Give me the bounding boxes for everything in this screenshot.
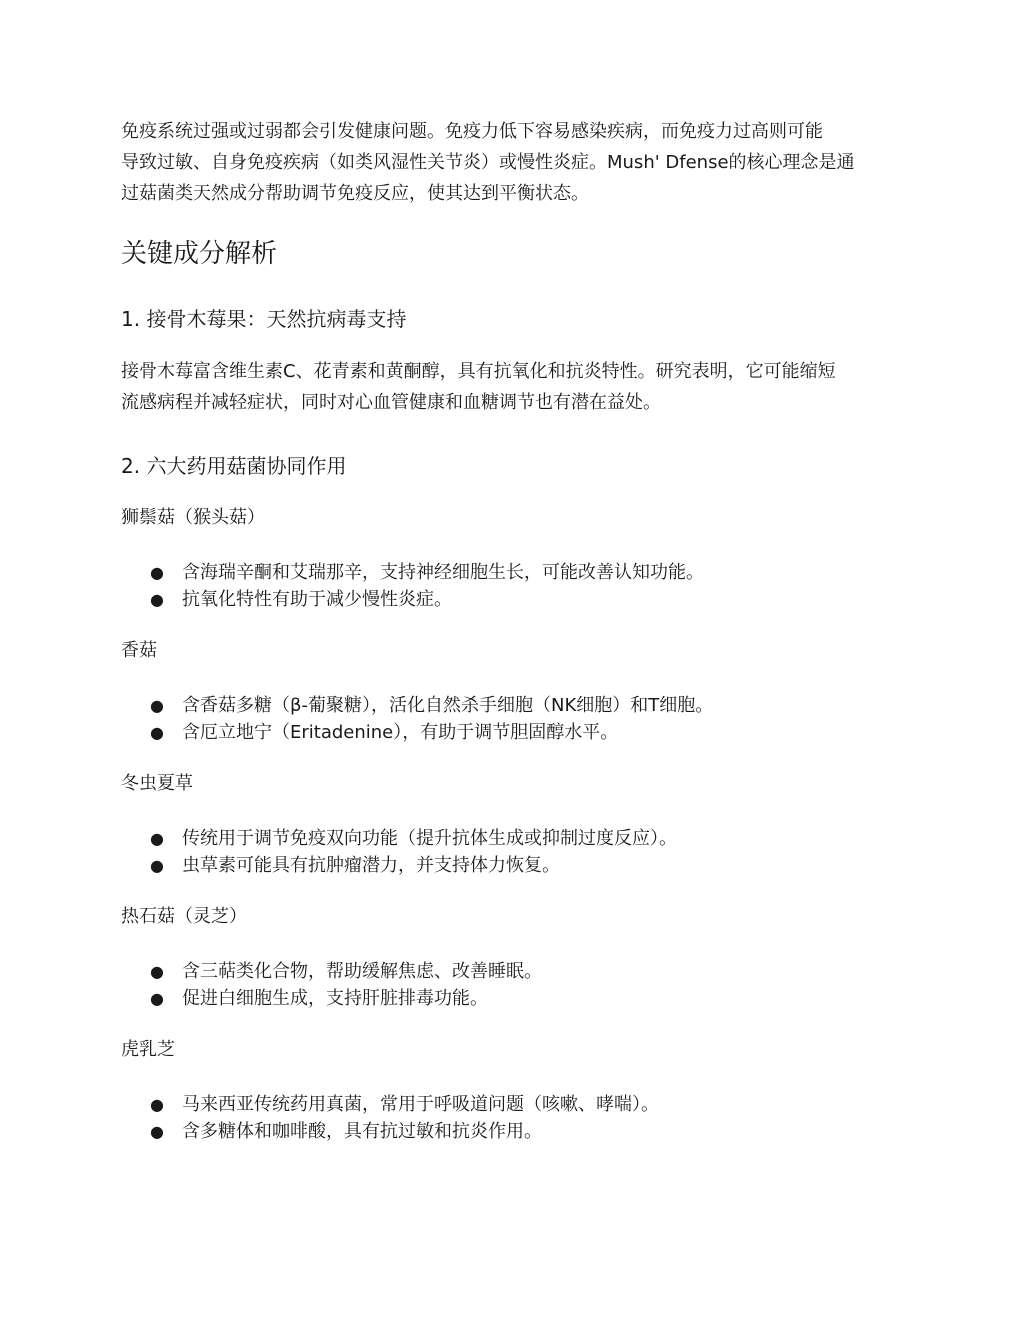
bullet-dot-icon: ● (150, 723, 164, 742)
list-item-text: 促进白细胞生成，支持肝脏排毒功能。 (182, 988, 488, 1009)
bullet-dot-icon: ● (150, 696, 164, 715)
bullet-dot-icon: ● (150, 856, 164, 875)
section-heading: 关键成分解析 (121, 239, 278, 269)
list-item (121, 692, 903, 719)
list-item (121, 719, 903, 746)
list-item-text: 含香菇多糖（β-葡聚糖），活化自然杀手细胞（NK细胞）和T细胞。 (182, 695, 714, 716)
bullet-list (121, 692, 903, 746)
bullet-list (121, 1091, 903, 1145)
bullet-list (121, 825, 903, 879)
list-item-text: 抗氧化特性有助于减少慢性炎症。 (182, 589, 452, 610)
paragraph-line: 流感病程并减轻症状，同时对心血管健康和血糖调节也有潜在益处。 (121, 392, 661, 413)
paragraph-line: 接骨木莓富含维生素C、花青素和黄酮醇，具有抗氧化和抗炎特性。研究表明，它可能缩短 (121, 361, 836, 382)
bullet-dot-icon: ● (150, 590, 164, 609)
list-item-text: 含厄立地宁（Eritadenine），有助于调节胆固醇水平。 (182, 722, 619, 743)
bullet-dot-icon: ● (150, 829, 164, 848)
mushroom-name: 热石菇（灵芝） (121, 906, 247, 927)
bullet-dot-icon: ● (150, 989, 164, 1008)
document-body (121, 116, 903, 1145)
list-item (121, 985, 903, 1012)
list-item (121, 958, 903, 985)
list-item-text: 虫草素可能具有抗肿瘤潜力，并支持体力恢复。 (182, 855, 560, 876)
list-item (121, 559, 903, 586)
mushroom-name: 虎乳芝 (121, 1039, 175, 1060)
list-item (121, 825, 903, 852)
bullet-list (121, 958, 903, 1012)
intro-line: 过菇菌类天然成分帮助调节免疫反应，使其达到平衡状态。 (121, 183, 589, 204)
mushroom-name: 狮鬃菇（猴头菇） (121, 507, 265, 528)
elderberry-paragraph (121, 356, 903, 418)
mushroom-name: 冬虫夏草 (121, 773, 193, 794)
bullet-list (121, 559, 903, 613)
list-item-text: 含海瑞辛酮和艾瑞那辛，支持神经细胞生长，可能改善认知功能。 (182, 562, 704, 583)
intro-line: 免疫系统过强或过弱都会引发健康问题。免疫力低下容易感染疾病，而免疫力过高则可能 (121, 121, 823, 142)
subsection-heading-elderberry: 1. 接骨木莓果：天然抗病毒支持 (121, 307, 407, 331)
bullet-dot-icon: ● (150, 1122, 164, 1141)
intro-paragraph (121, 116, 903, 209)
intro-line: 导致过敏、自身免疫疾病（如类风湿性关节炎）或慢性炎症。Mush' Dfense的核心理念是通 (121, 152, 855, 173)
subsection-heading-mushrooms: 2. 六大药用菇菌协同作用 (121, 454, 347, 478)
list-item (121, 1118, 903, 1145)
list-item (121, 586, 903, 613)
list-item-text: 传统用于调节免疫双向功能（提升抗体生成或抑制过度反应）。 (182, 828, 677, 849)
list-item (121, 1091, 903, 1118)
mushroom-name: 香菇 (121, 640, 157, 661)
list-item-text: 含多糖体和咖啡酸，具有抗过敏和抗炎作用。 (182, 1121, 542, 1142)
list-item-text: 马来西亚传统药用真菌，常用于呼吸道问题（咳嗽、哮喘）。 (182, 1094, 659, 1115)
list-item (121, 852, 903, 879)
bullet-dot-icon: ● (150, 1095, 164, 1114)
bullet-dot-icon: ● (150, 563, 164, 582)
bullet-dot-icon: ● (150, 962, 164, 981)
list-item-text: 含三萜类化合物，帮助缓解焦虑、改善睡眠。 (182, 961, 542, 982)
